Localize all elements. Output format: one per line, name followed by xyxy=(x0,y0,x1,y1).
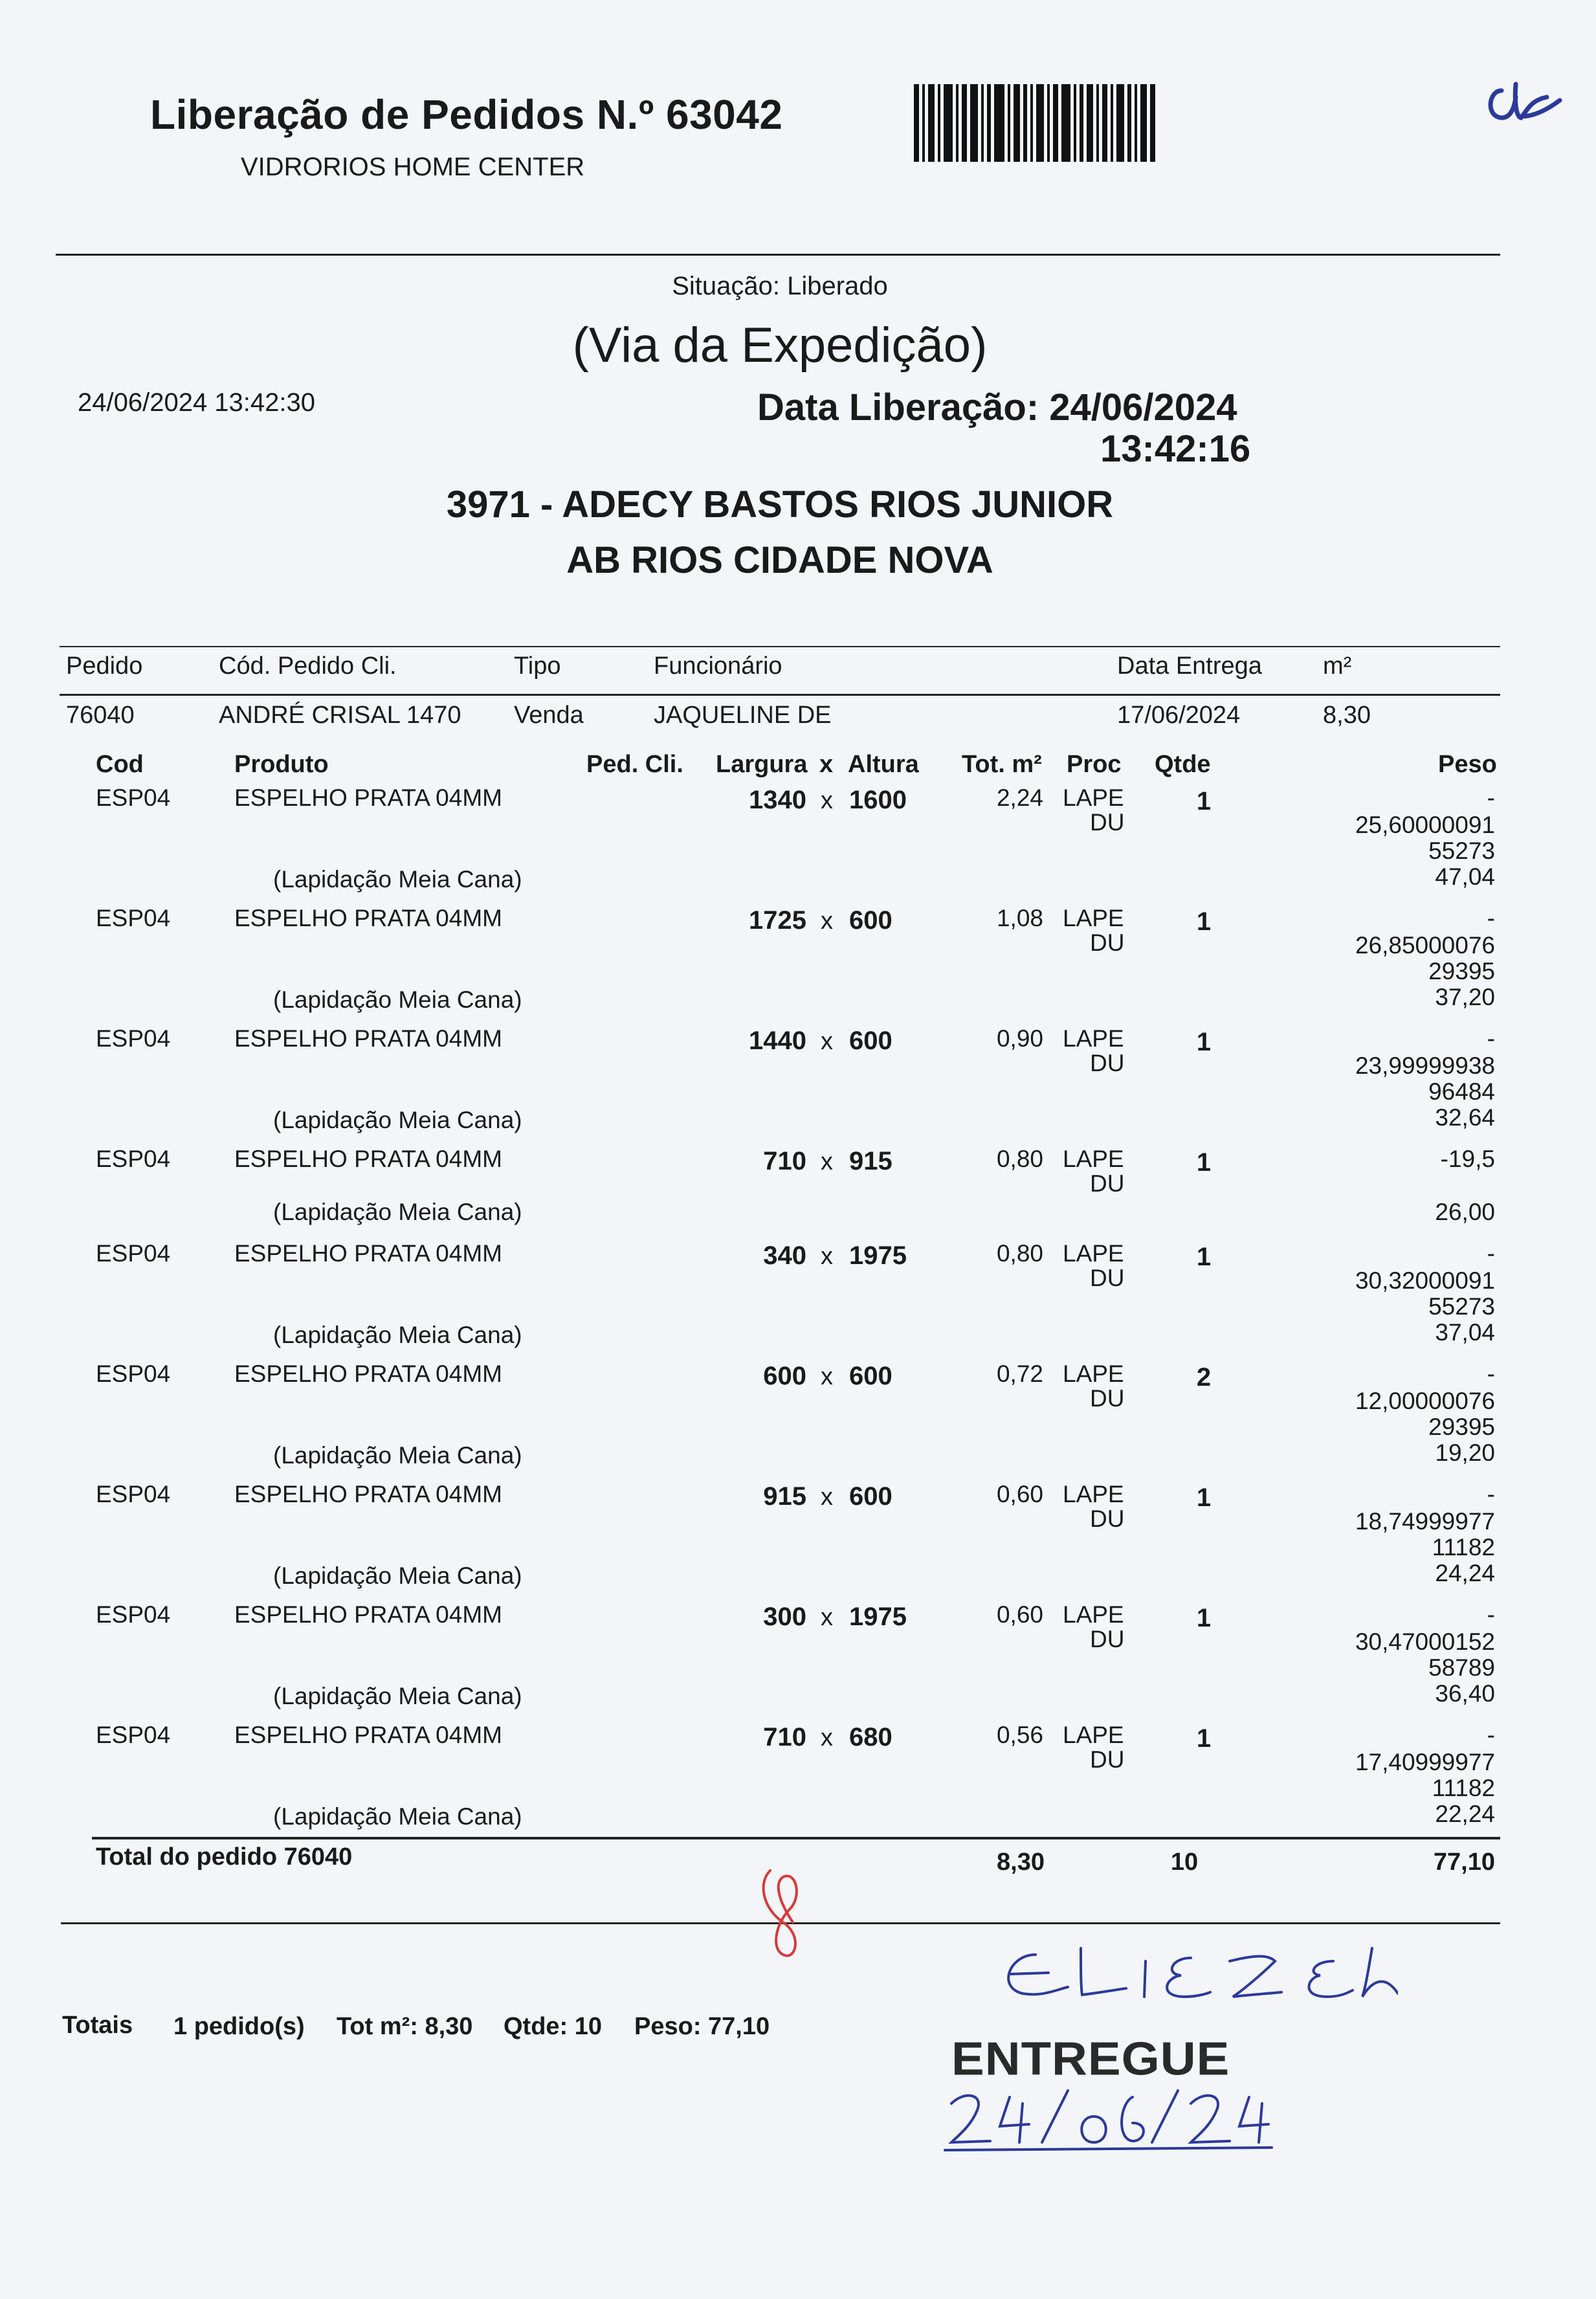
item-proc-cont: DU xyxy=(1090,1170,1125,1197)
item-produto: ESPELHO PRATA 04MM xyxy=(234,905,502,931)
item-proc: LAPE xyxy=(1063,1601,1124,1628)
item-observacao: (Lapidação Meia Cana) xyxy=(273,1683,522,1709)
item-peso-line: 22,24 xyxy=(1435,1801,1495,1827)
handwritten-delivery-date xyxy=(938,2078,1275,2162)
item-x-separator: x xyxy=(821,1148,833,1175)
item-cod: ESP04 xyxy=(96,784,171,811)
item-peso-line: -19,5 xyxy=(1440,1146,1495,1172)
item-proc-cont: DU xyxy=(1090,1385,1125,1412)
order-table-top-line xyxy=(60,646,1500,647)
item-peso-line: 29395 xyxy=(1428,1414,1495,1440)
item-proc-cont: DU xyxy=(1090,1050,1125,1076)
item-altura: 600 xyxy=(849,1482,892,1511)
print-timestamp: 24/06/2024 13:42:30 xyxy=(78,388,316,417)
order-col-funcionario: Funcionário xyxy=(654,652,782,680)
item-cod: ESP04 xyxy=(96,1146,171,1172)
item-qtde: 1 xyxy=(1196,1148,1212,1177)
item-peso-line: - xyxy=(1487,1361,1495,1387)
order-total-peso: 77,10 xyxy=(1433,1849,1495,1876)
item-largura: 1725 xyxy=(749,906,806,935)
company-name: VIDRORIOS HOME CENTER xyxy=(241,153,585,181)
item-altura: 600 xyxy=(849,1362,892,1390)
item-tot-m2: 1,08 xyxy=(996,905,1043,931)
item-largura: 710 xyxy=(763,1723,806,1751)
item-largura: 1340 xyxy=(749,786,806,814)
item-x-separator: x xyxy=(821,907,833,935)
item-peso-line: 25,60000091 xyxy=(1355,812,1495,838)
item-x-separator: x xyxy=(821,1604,833,1631)
item-peso-line: - xyxy=(1487,905,1495,931)
status-situacao: Situação: Liberado xyxy=(672,272,888,300)
order-tipo-value: Venda xyxy=(514,702,584,729)
items-col-qtde: Qtde xyxy=(1155,751,1211,778)
item-produto: ESPELHO PRATA 04MM xyxy=(234,1361,502,1387)
item-peso-line: 32,64 xyxy=(1435,1104,1495,1131)
item-peso-line: 18,74999977 xyxy=(1355,1508,1495,1535)
item-peso-line: 26,00 xyxy=(1435,1199,1495,1225)
item-peso-line: 17,40999977 xyxy=(1355,1749,1495,1775)
totais-m2: Tot m²: 8,30 xyxy=(337,2013,473,2040)
item-altura: 1975 xyxy=(849,1241,907,1270)
item-peso-line: 23,99999938 xyxy=(1355,1052,1495,1079)
order-total-m2: 8,30 xyxy=(997,1849,1045,1876)
item-tot-m2: 0,72 xyxy=(996,1361,1043,1387)
item-observacao: (Lapidação Meia Cana) xyxy=(273,986,522,1013)
item-produto: ESPELHO PRATA 04MM xyxy=(234,1240,502,1267)
order-col-pedido: Pedido xyxy=(66,652,143,680)
item-peso-line: - xyxy=(1487,784,1495,811)
item-peso-line: 24,24 xyxy=(1435,1560,1495,1586)
item-peso-line: - xyxy=(1487,1025,1495,1052)
item-altura: 1600 xyxy=(849,786,907,814)
order-data-entrega-value: 17/06/2024 xyxy=(1117,702,1241,729)
barcode xyxy=(914,84,1166,162)
item-peso-line: - xyxy=(1487,1481,1495,1507)
item-x-separator: x xyxy=(821,1483,833,1511)
item-peso-line: 37,20 xyxy=(1435,984,1495,1010)
item-proc: LAPE xyxy=(1063,784,1124,811)
item-peso-line: 29395 xyxy=(1428,958,1495,984)
item-observacao: (Lapidação Meia Cana) xyxy=(273,1199,522,1225)
item-cod: ESP04 xyxy=(96,1025,171,1052)
item-qtde: 1 xyxy=(1196,787,1212,816)
item-produto: ESPELHO PRATA 04MM xyxy=(234,1481,502,1507)
item-peso-line: 11182 xyxy=(1432,1775,1495,1801)
item-peso-line: 47,04 xyxy=(1435,863,1495,890)
item-qtde: 1 xyxy=(1196,1483,1212,1512)
item-observacao: (Lapidação Meia Cana) xyxy=(273,1442,522,1469)
item-peso-line: 55273 xyxy=(1428,1293,1495,1320)
item-proc: LAPE xyxy=(1063,905,1124,931)
item-proc: LAPE xyxy=(1063,1025,1124,1052)
item-tot-m2: 0,90 xyxy=(996,1025,1043,1052)
totais-label: Totais xyxy=(62,2012,133,2039)
order-total-label: Total do pedido 76040 xyxy=(96,1843,353,1871)
item-observacao: (Lapidação Meia Cana) xyxy=(273,1322,522,1348)
item-qtde: 2 xyxy=(1196,1363,1212,1392)
item-largura: 340 xyxy=(763,1241,806,1270)
total-line xyxy=(92,1837,1500,1839)
totais-pedidos: 1 pedido(s) xyxy=(173,2013,305,2040)
item-altura: 600 xyxy=(849,906,892,935)
item-observacao: (Lapidação Meia Cana) xyxy=(273,1107,522,1133)
item-tot-m2: 0,80 xyxy=(996,1146,1043,1172)
item-peso-line: - xyxy=(1487,1601,1495,1628)
client-name: 3971 - ADECY BASTOS RIOS JUNIOR xyxy=(446,483,1114,526)
item-peso-line: 26,85000076 xyxy=(1355,932,1495,959)
order-pedido-value: 76040 xyxy=(66,702,135,729)
order-total-qtde: 10 xyxy=(1170,1849,1199,1876)
order-funcionario-value: JAQUELINE DE xyxy=(654,702,832,729)
items-col-proc: Proc xyxy=(1067,751,1122,778)
item-altura: 915 xyxy=(849,1147,892,1175)
item-produto: ESPELHO PRATA 04MM xyxy=(234,1025,502,1052)
item-proc: LAPE xyxy=(1063,1361,1124,1387)
item-cod: ESP04 xyxy=(96,1601,171,1628)
red-initials-mark xyxy=(744,1858,822,1974)
item-cod: ESP04 xyxy=(96,1722,171,1748)
totais-qtde: Qtde: 10 xyxy=(504,2013,603,2040)
item-cod: ESP04 xyxy=(96,905,171,931)
item-qtde: 1 xyxy=(1196,1028,1212,1056)
item-peso-line: 12,00000076 xyxy=(1355,1388,1495,1414)
item-x-separator: x xyxy=(821,1243,833,1270)
item-observacao: (Lapidação Meia Cana) xyxy=(273,1562,522,1589)
item-peso-line: 36,40 xyxy=(1435,1680,1495,1707)
item-largura: 915 xyxy=(763,1482,806,1511)
item-peso-line: 58789 xyxy=(1428,1654,1495,1681)
release-date: Data Liberação: 24/06/2024 xyxy=(757,386,1237,428)
delivered-stamp: ENTREGUE xyxy=(951,2033,1230,2085)
items-col-x: x xyxy=(819,751,834,778)
items-col-cod: Cod xyxy=(96,751,144,778)
item-x-separator: x xyxy=(821,1363,833,1390)
item-peso-line: 19,20 xyxy=(1435,1439,1495,1466)
item-qtde: 1 xyxy=(1196,907,1212,936)
order-table-header-line xyxy=(60,694,1500,696)
item-x-separator: x xyxy=(821,787,833,814)
item-peso-line: 37,04 xyxy=(1435,1319,1495,1346)
order-col-m2: m² xyxy=(1323,652,1352,680)
items-col-produto: Produto xyxy=(234,751,329,778)
item-proc-cont: DU xyxy=(1090,1626,1125,1652)
item-qtde: 1 xyxy=(1196,1724,1212,1753)
item-peso-line: - xyxy=(1487,1240,1495,1267)
item-x-separator: x xyxy=(821,1724,833,1751)
item-x-separator: x xyxy=(821,1028,833,1055)
item-peso-line: 30,32000091 xyxy=(1355,1267,1495,1294)
item-tot-m2: 2,24 xyxy=(996,784,1043,811)
item-cod: ESP04 xyxy=(96,1481,171,1507)
client-store: AB RIOS CIDADE NOVA xyxy=(566,539,993,581)
order-col-tipo: Tipo xyxy=(514,652,561,680)
item-proc-cont: DU xyxy=(1090,929,1125,956)
item-produto: ESPELHO PRATA 04MM xyxy=(234,1601,502,1628)
totais-peso: Peso: 77,10 xyxy=(634,2013,770,2040)
item-peso-line: 30,47000152 xyxy=(1355,1628,1495,1655)
item-proc: LAPE xyxy=(1063,1240,1124,1267)
item-proc-cont: DU xyxy=(1090,1505,1125,1532)
items-col-ped-cli: Ped. Cli. xyxy=(586,751,683,778)
item-produto: ESPELHO PRATA 04MM xyxy=(234,1722,502,1748)
item-largura: 710 xyxy=(763,1147,806,1175)
header-divider xyxy=(56,254,1500,256)
item-qtde: 1 xyxy=(1196,1243,1212,1271)
handwritten-name-signature xyxy=(984,1935,1398,2026)
item-peso-line: 55273 xyxy=(1428,838,1495,864)
item-observacao: (Lapidação Meia Cana) xyxy=(273,866,522,893)
item-cod: ESP04 xyxy=(96,1240,171,1267)
item-produto: ESPELHO PRATA 04MM xyxy=(234,784,502,811)
order-col-cod-pedido-cli: Cód. Pedido Cli. xyxy=(219,652,397,680)
item-proc: LAPE xyxy=(1063,1481,1124,1507)
item-peso-line: 96484 xyxy=(1428,1078,1495,1105)
item-altura: 1975 xyxy=(849,1603,907,1631)
item-altura: 600 xyxy=(849,1027,892,1055)
item-proc-cont: DU xyxy=(1090,809,1125,836)
item-largura: 600 xyxy=(763,1362,806,1390)
items-col-altura: Altura xyxy=(848,751,919,778)
item-largura: 300 xyxy=(763,1603,806,1631)
item-proc: LAPE xyxy=(1063,1722,1124,1748)
order-cod-pedido-cli-value: ANDRÉ CRISAL 1470 xyxy=(219,702,461,729)
items-col-peso: Peso xyxy=(1438,751,1497,778)
item-largura: 1440 xyxy=(749,1027,806,1055)
item-tot-m2: 0,60 xyxy=(996,1481,1043,1507)
item-proc-cont: DU xyxy=(1090,1746,1125,1773)
item-proc-cont: DU xyxy=(1090,1265,1125,1291)
item-observacao: (Lapidação Meia Cana) xyxy=(273,1803,522,1830)
order-m2-value: 8,30 xyxy=(1323,702,1371,729)
order-col-data-entrega: Data Entrega xyxy=(1117,652,1262,680)
items-col-largura: Largura xyxy=(716,751,808,778)
release-time: 13:42:16 xyxy=(1100,428,1251,470)
item-peso-line: 11182 xyxy=(1432,1534,1495,1560)
items-col-tot-m2: Tot. m² xyxy=(962,751,1042,778)
document-title: Liberação de Pedidos N.º 63042 xyxy=(150,91,783,138)
item-qtde: 1 xyxy=(1196,1604,1212,1632)
item-tot-m2: 0,80 xyxy=(996,1240,1043,1267)
item-cod: ESP04 xyxy=(96,1361,171,1387)
item-tot-m2: 0,60 xyxy=(996,1601,1043,1628)
item-tot-m2: 0,56 xyxy=(996,1722,1043,1748)
item-produto: ESPELHO PRATA 04MM xyxy=(234,1146,502,1172)
item-altura: 680 xyxy=(849,1723,892,1751)
copy-type: (Via da Expedição) xyxy=(572,318,988,373)
corner-handwritten-mark xyxy=(1476,71,1573,136)
item-proc: LAPE xyxy=(1063,1146,1124,1172)
item-peso-line: - xyxy=(1487,1722,1495,1748)
